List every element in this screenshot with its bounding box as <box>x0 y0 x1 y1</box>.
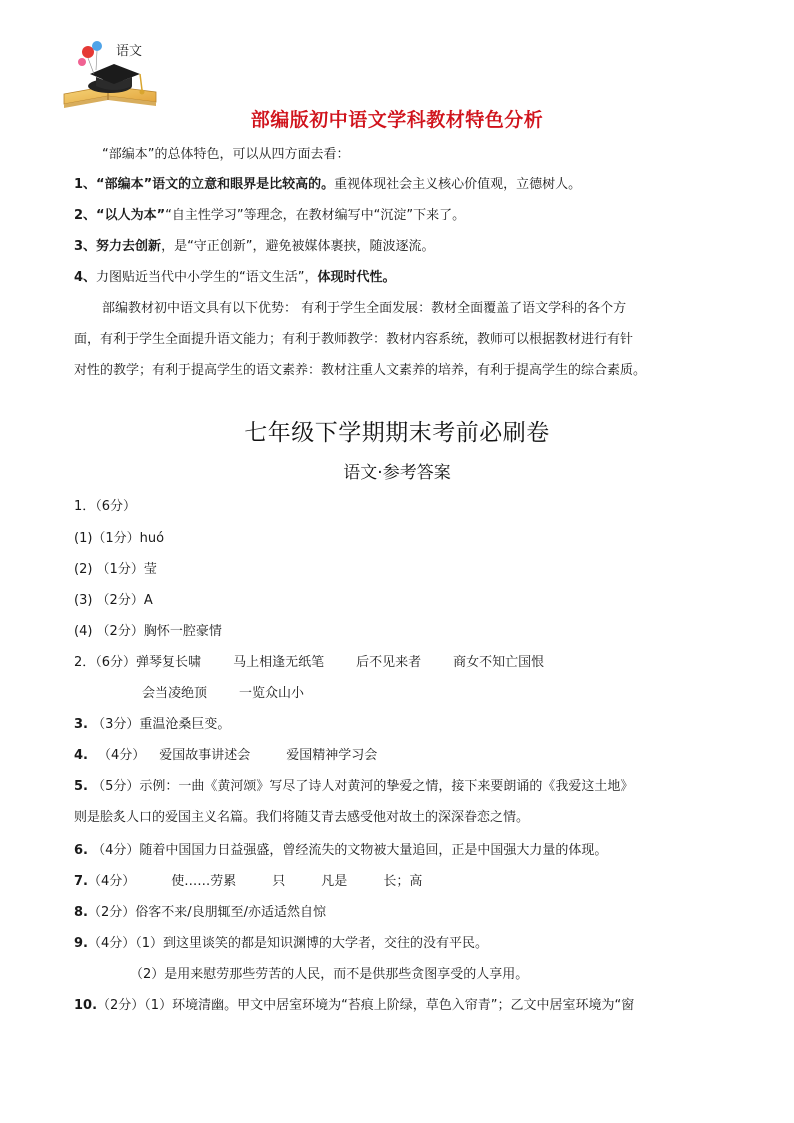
answer-6-text: （4分）随着中国国力日益强盛，曾经流失的文物被大量追回，正是中国强大力量的体现。 <box>92 843 608 858</box>
answer-2-head: 2．（6分） <box>74 655 137 670</box>
answer-10-num: 10. <box>74 998 98 1013</box>
answer-2 <box>74 654 544 672</box>
answer-2-item-3: 后不见来者 <box>356 655 422 670</box>
feature-4 <box>74 269 396 287</box>
answer-9 <box>74 935 488 953</box>
answer-8 <box>74 904 326 922</box>
answer-9-line-1: （4分）（1）到这里谈笑的都是知识渊博的大学者，交往的没有平民。 <box>87 936 489 951</box>
feature-2-rest: “自主性学习”等理念，在教材编写中“沉淀”下来了。 <box>165 208 466 223</box>
answer-7-item-3: 凡是 <box>321 874 348 889</box>
advantages-line-2: 面，有利于学生全面提升语文能力；有利于教师教学：教材内容系统，教师可以根据教材进行有针 <box>74 332 634 347</box>
answer-2-item-5: 会当凌绝顶 <box>142 686 208 701</box>
answer-4-item-2: 爱国精神学习会 <box>286 748 378 763</box>
answer-5 <box>74 778 633 796</box>
answer-4 <box>74 747 377 765</box>
answer-1: 1．（6分） <box>74 499 137 514</box>
answer-7 <box>74 873 422 891</box>
answer-8-num: 8. <box>74 905 88 920</box>
logo <box>60 36 160 112</box>
answer-4-item-1: 爱国故事讲述会 <box>159 748 251 763</box>
answer-8-text: （2分）俗客不来/良朋辄至/亦适适然自惊 <box>87 905 327 920</box>
page-title: 部编版初中语文学科教材特色分析 <box>250 109 544 131</box>
feature-2-bold: “以人为本” <box>96 208 166 223</box>
exam-subtitle: 语文·参考答案 <box>343 463 451 483</box>
advantages-line-3: 对性的教学；有利于提高学生的语文素养：教材注重人文素养的培养，有利于提高学生的综合素质。 <box>74 363 647 378</box>
feature-1-rest: 重视体现社会主义核心价值观，立德树人。 <box>334 177 582 192</box>
feature-3 <box>74 238 435 256</box>
intro-text: “部编本”的总体特色，可以从四方面去看： <box>102 147 350 162</box>
feature-4-num: 4、 <box>74 270 97 285</box>
answer-4-num: 4. <box>74 748 88 763</box>
answer-1-3: (3) （2分）A <box>74 593 153 608</box>
graduation-cap-book-icon <box>60 36 160 112</box>
feature-1-num: 1、 <box>74 177 97 192</box>
answer-10 <box>74 997 634 1015</box>
feature-3-rest: ，是“守正创新”，避免被媒体裹挟，随波逐流。 <box>161 239 435 254</box>
answer-1-2: (2) （1分）莹 <box>74 562 157 577</box>
answer-5-num: 5. <box>74 779 88 794</box>
feature-2 <box>74 207 465 225</box>
answer-2-line-2 <box>142 685 304 703</box>
answer-6 <box>74 842 607 860</box>
answer-7-score: （4分） <box>87 874 136 889</box>
logo-label: 语文 <box>116 44 143 59</box>
feature-1 <box>74 176 581 194</box>
exam-title: 七年级下学期期末考前必刷卷 <box>244 420 550 446</box>
answer-7-item-4: 长；高 <box>383 874 423 889</box>
answer-1-1: (1)（1分）huó <box>74 531 165 546</box>
answer-7-num: 7. <box>74 874 88 889</box>
feature-1-bold: “部编本”语文的立意和眼界是比较高的。 <box>96 177 335 192</box>
answer-5-line-1: （5分）示例：一曲《黄河颂》写尽了诗人对黄河的挚爱之情，接下来要朗诵的《我爱这土地》 <box>92 779 634 794</box>
advantages-line-1: 部编教材初中语文具有以下优势： 有利于学生全面发展：教材全面覆盖了语文学科的各个方 <box>102 301 627 316</box>
feature-4-rest: 力图贴近当代中小学生的“语文生活”， <box>96 270 318 285</box>
feature-4-tail: 体现时代性。 <box>317 270 396 285</box>
answer-3-num: 3. <box>74 717 88 732</box>
answer-6-num: 6. <box>74 843 88 858</box>
answer-7-item-1: 使……劳累 <box>171 874 237 889</box>
answer-2-item-6: 一览众山小 <box>239 686 305 701</box>
answer-2-item-4: 商女不知亡国恨 <box>453 655 545 670</box>
answer-1-4: (4) （2分）胸怀一腔豪情 <box>74 624 222 639</box>
answer-10-text: （2分）（1）环境清幽。甲文中居室环境为“苔痕上阶绿，草色入帘青”；乙文中居室环境为“窗 <box>97 998 635 1013</box>
feature-3-num: 3、 <box>74 239 97 254</box>
feature-2-num: 2、 <box>74 208 97 223</box>
answer-3-text: （3分）重温沧桑巨变。 <box>92 717 231 732</box>
answer-9-num: 9. <box>74 936 88 951</box>
answer-3 <box>74 716 230 734</box>
answer-2-item-1: 弹琴复长啸 <box>136 655 202 670</box>
answer-4-score: （4分） <box>97 748 146 763</box>
feature-3-bold: 努力去创新 <box>96 239 162 254</box>
answer-2-item-2: 马上相逢无纸笔 <box>233 655 325 670</box>
answer-5-line-2: 则是脍炙人口的爱国主义名篇。我们将随艾青去感受他对故土的深深眷恋之情。 <box>74 810 530 825</box>
answer-7-item-2: 只 <box>272 874 286 889</box>
answer-9-line-2: （2）是用来慰劳那些劳苦的人民，而不是供那些贪图享受的人享用。 <box>130 967 529 982</box>
